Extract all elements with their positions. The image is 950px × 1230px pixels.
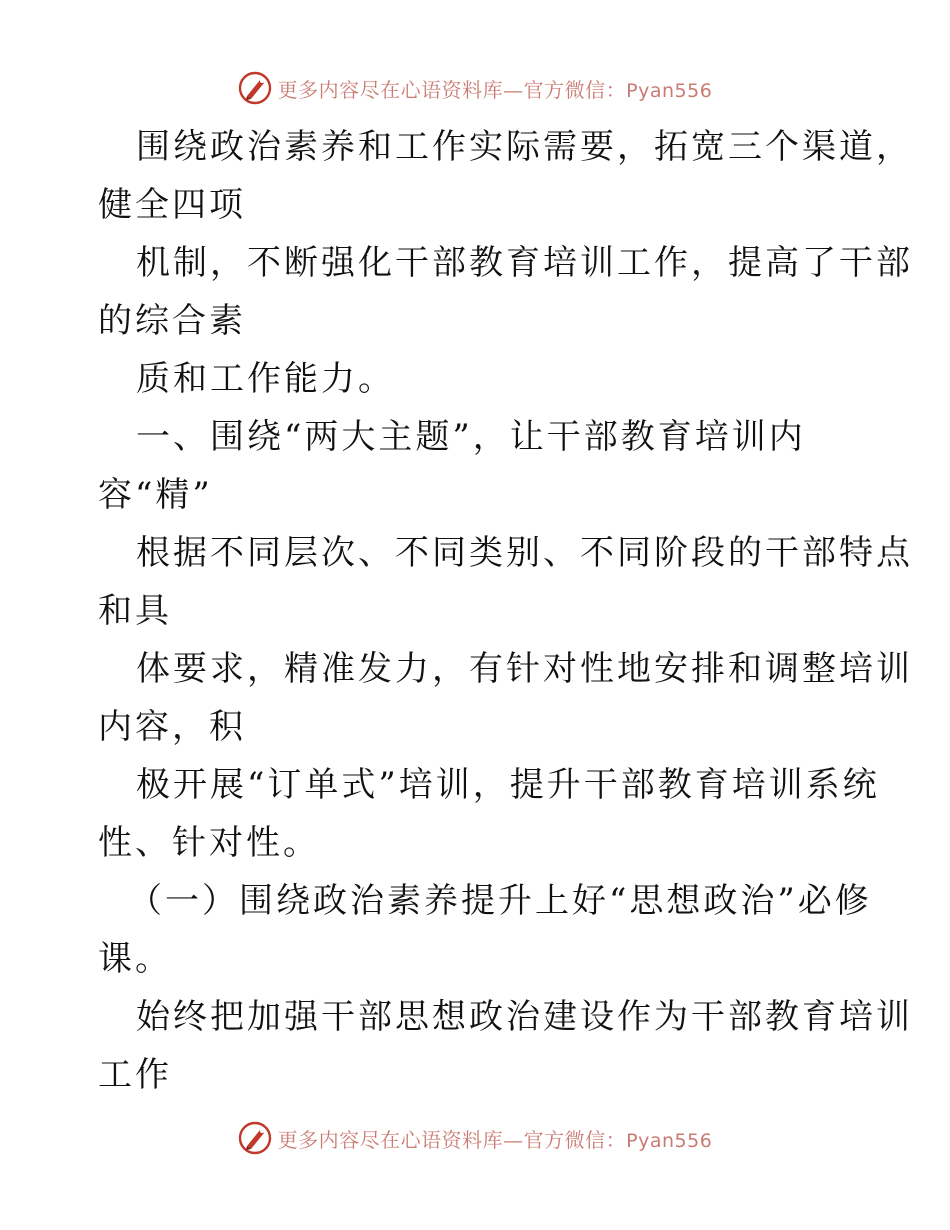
text-line: 的综合素: [98, 301, 246, 341]
header-watermark-text: 更多内容尽在心语资料库—官方微信：: [277, 77, 627, 102]
header-watermark: [238, 71, 713, 105]
text-line: 和具: [98, 591, 172, 631]
document-body: [98, 118, 913, 1104]
text-line: 根据不同层次、不同类别、不同阶段的干部特点: [136, 533, 913, 573]
section-heading: 一、围绕“两大主题”，让干部教育培训内: [136, 417, 806, 457]
section-heading-continuation: 容“精”: [98, 475, 213, 515]
text-line: 始终把加强干部思想政治建设作为干部教育培训: [136, 997, 913, 1037]
subsection-heading: （一）围绕政治素养提升上好“思想政治”必修: [128, 881, 872, 921]
footer-wechat-id: Pyan556: [626, 1129, 713, 1152]
text-line: 机制，不断强化干部教育培训工作，提高了干部: [136, 243, 913, 283]
text-line: 内容，积: [98, 707, 246, 747]
subsection-heading-continuation: 课。: [98, 939, 172, 979]
text-line: 质和工作能力。: [136, 359, 395, 399]
text-line: 健全四项: [98, 185, 246, 225]
pen-logo-icon: [238, 1121, 272, 1155]
footer-watermark-text: 更多内容尽在心语资料库—官方微信：: [277, 1127, 627, 1152]
text-line: 体要求，精准发力，有针对性地安排和调整培训: [136, 649, 913, 689]
pen-logo-icon: [238, 71, 272, 105]
text-line: 极开展“订单式”培训，提升干部教育培训系统: [136, 765, 880, 805]
footer-watermark-banner: [0, 1118, 950, 1158]
footer-watermark: [238, 1121, 713, 1155]
text-line: 工作: [98, 1055, 172, 1095]
header-watermark-banner: [0, 68, 950, 108]
text-line: 围绕政治素养和工作实际需要，拓宽三个渠道，: [136, 127, 913, 167]
text-line: 性、针对性。: [98, 823, 320, 863]
header-wechat-id: Pyan556: [626, 79, 713, 102]
